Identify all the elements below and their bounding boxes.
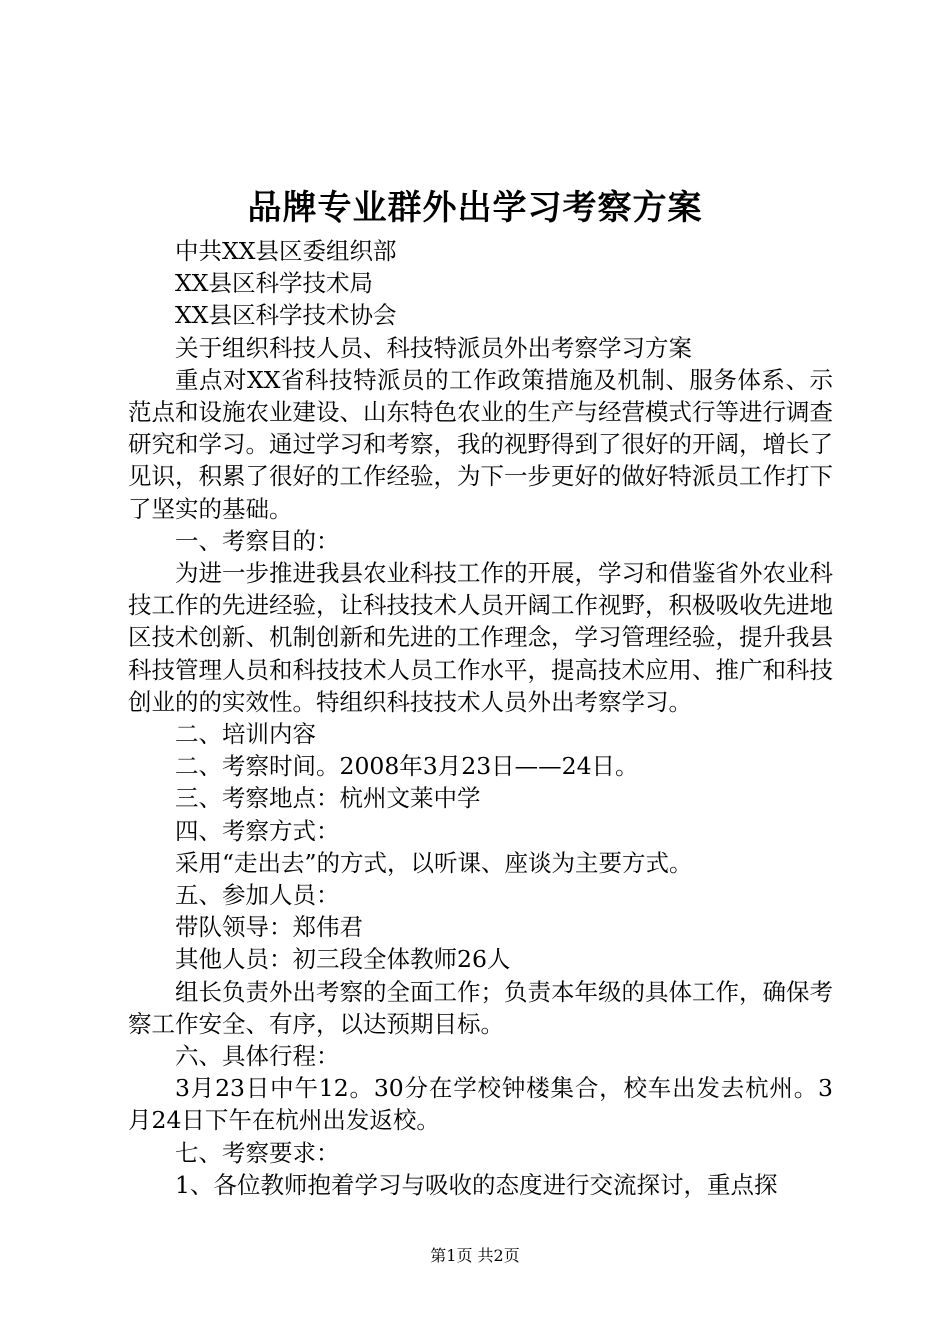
document-body (128, 235, 833, 1201)
paragraph: XX县区科学技术协会 (175, 301, 397, 330)
section-heading: 四、考察方式： (175, 816, 340, 845)
paragraph: 组长负责外出考察的全面工作；负责本年级的具体工作，确保考察工作安全、有序，以达预期目标。 (128, 977, 833, 1038)
section-heading: 三、考察地点：杭州文莱中学 (175, 784, 481, 813)
section-heading: 六、具体行程： (175, 1042, 340, 1071)
paragraph: 带队领导：郑伟君 (175, 913, 363, 942)
paragraph: 中共XX县区委组织部 (175, 237, 397, 265)
document-title: 品牌专业群外出学习考察方案 (247, 188, 703, 228)
section-heading: 七、考察要求： (175, 1138, 340, 1167)
paragraph: 1、各位教师抱着学习与吸收的态度进行交流探讨，重点探 (175, 1170, 778, 1199)
section-heading: 二、培训内容 (175, 720, 316, 749)
paragraph: 为进一步推进我县农业科技工作的开展，学习和借鉴省外农业科技工作的先进经验，让科技技术人员开阔工作视野，积极吸收先进地区技术创新、机制创新和先进的工作理念，学习管理经验，提升我县科技管理人员和科技技术人员工作水平，提高技术应用、推广和科技创业的的实效性。特组织科技技术人员外出考察学习。 (128, 559, 833, 716)
paragraph: 3月23日中午12。30分在学校钟楼集合，校车出发去杭州。3月24日下午在杭州出发返校。 (128, 1074, 833, 1135)
section-heading: 二、考察时间。2008年3月23日——24日。 (175, 752, 639, 781)
section-heading: 一、考察目的： (175, 526, 340, 555)
paragraph: 关于组织科技人员、科技特派员外出考察学习方案 (175, 333, 692, 362)
paragraph: 重点对XX省科技特派员的工作政策措施及机制、服务体系、示范点和设施农业建设、山东特色农业的生产与经营模式行等进行调查研究和学习。通过学习和考察，我的视野得到了很好的开阔，增长了见识，积累了很好的工作经验，为下一步更好的做好特派员工作打下了坚实的基础。 (128, 365, 833, 523)
paragraph: XX县区科学技术局 (175, 269, 373, 298)
paragraph: 其他人员：初三段全体教师26人 (175, 945, 511, 974)
page-footer: 第1页 共2页 (430, 1246, 520, 1265)
paragraph: 采用“走出去”的方式，以听课、座谈为主要方式。 (175, 848, 693, 877)
section-heading: 五、参加人员： (175, 881, 340, 910)
